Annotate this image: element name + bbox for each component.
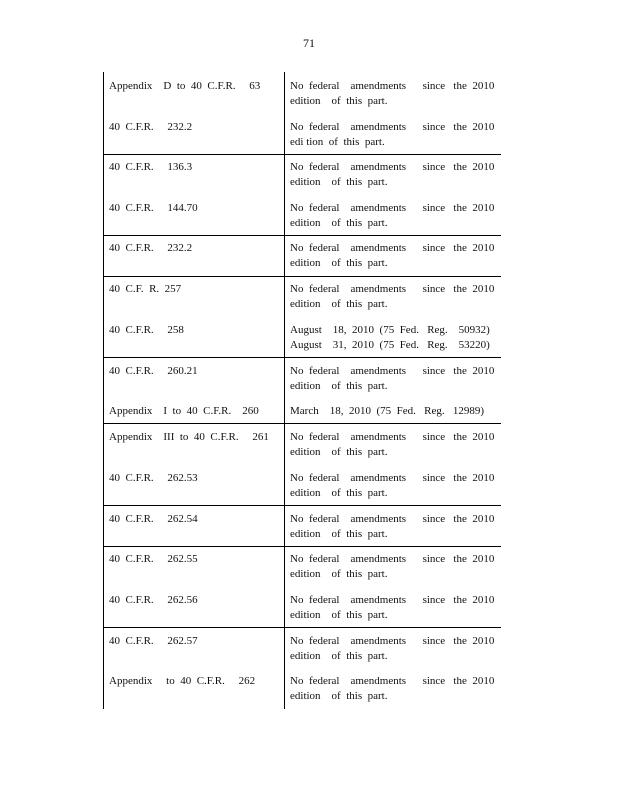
amendment-status: edition of this part.: [290, 690, 388, 702]
group-divider: [103, 276, 501, 277]
amendment-status: edition of this part.: [290, 257, 388, 269]
amendment-status: edition of this part.: [290, 217, 388, 229]
amendment-status: edition of this part.: [290, 380, 388, 392]
amendment-status: No federal amendments since the 2010: [290, 553, 495, 565]
amendment-status: No federal amendments since the 2010: [290, 635, 495, 647]
amendment-status: No federal amendments since the 2010: [290, 472, 495, 484]
amendment-status: edition of this part.: [290, 487, 388, 499]
law-citation: 40 C.F.R. 144.70: [109, 202, 198, 214]
law-citation: Appendix D to 40 C.F.R. 63: [109, 80, 261, 92]
table-left-border: [103, 72, 104, 709]
group-divider: [103, 505, 501, 506]
amendment-status: No federal amendments since the 2010: [290, 675, 495, 687]
group-divider: [103, 546, 501, 547]
law-citation: Appendix to 40 C.F.R. 262: [109, 675, 256, 687]
amendment-status: edition of this part.: [290, 609, 388, 621]
law-citation: 40 C.F.R. 262.56: [109, 594, 198, 606]
amendment-status: No federal amendments since the 2010: [290, 431, 495, 443]
amendment-status: No federal amendments since the 2010: [290, 202, 495, 214]
table-column-divider: [284, 72, 285, 709]
law-citation: 40 C.F.R. 258: [109, 324, 184, 336]
amendment-status: No federal amendments since the 2010: [290, 242, 495, 254]
amendment-status: No federal amendments since the 2010: [290, 513, 495, 525]
amendment-status: edition of this part.: [290, 446, 388, 458]
law-citation: 40 C.F.R. 136.3: [109, 161, 193, 173]
group-divider: [103, 357, 501, 358]
amendment-status: No federal amendments since the 2010: [290, 161, 495, 173]
law-citation: 40 C.F.R. 262.53: [109, 472, 198, 484]
law-citation: 40 C.F.R. 232.2: [109, 242, 193, 254]
amendment-status: edition of this part.: [290, 298, 388, 310]
amendment-status: No federal amendments since the 2010: [290, 80, 495, 92]
group-divider: [103, 154, 501, 155]
amendment-status: No federal amendments since the 2010: [290, 121, 495, 133]
group-divider: [103, 423, 501, 424]
amendment-status: edition of this part.: [290, 176, 388, 188]
amendment-status: edi tion of this part.: [290, 136, 385, 148]
amendment-status: No federal amendments since the 2010: [290, 283, 495, 295]
law-citation: 40 C.F.R. 262.54: [109, 513, 198, 525]
amendment-status: edition of this part.: [290, 528, 388, 540]
amendment-status: March 18, 2010 (75 Fed. Reg. 12989): [290, 405, 485, 417]
law-citation: 40 C.F. R. 257: [109, 283, 182, 295]
law-citation: 40 C.F.R. 262.55: [109, 553, 198, 565]
law-citation: 40 C.F.R. 232.2: [109, 121, 193, 133]
law-citation: Appendix III to 40 C.F.R. 261: [109, 431, 269, 443]
amendment-status: edition of this part.: [290, 650, 388, 662]
regulations-table: [103, 72, 501, 709]
law-citation: 40 C.F.R. 260.21: [109, 365, 198, 377]
law-citation: 40 C.F.R. 262.57: [109, 635, 198, 647]
group-divider: [103, 235, 501, 236]
amendment-status: edition of this part.: [290, 568, 388, 580]
amendment-status: No federal amendments since the 2010: [290, 365, 495, 377]
group-divider: [103, 627, 501, 628]
amendment-status: August 31, 2010 (75 Fed. Reg. 53220): [290, 339, 490, 351]
amendment-status: No federal amendments since the 2010: [290, 594, 495, 606]
law-citation: Appendix I to 40 C.F.R. 260: [109, 405, 259, 417]
amendment-status: August 18, 2010 (75 Fed. Reg. 50932): [290, 324, 490, 336]
amendment-status: edition of this part.: [290, 95, 388, 107]
page-number: 71: [303, 36, 315, 50]
